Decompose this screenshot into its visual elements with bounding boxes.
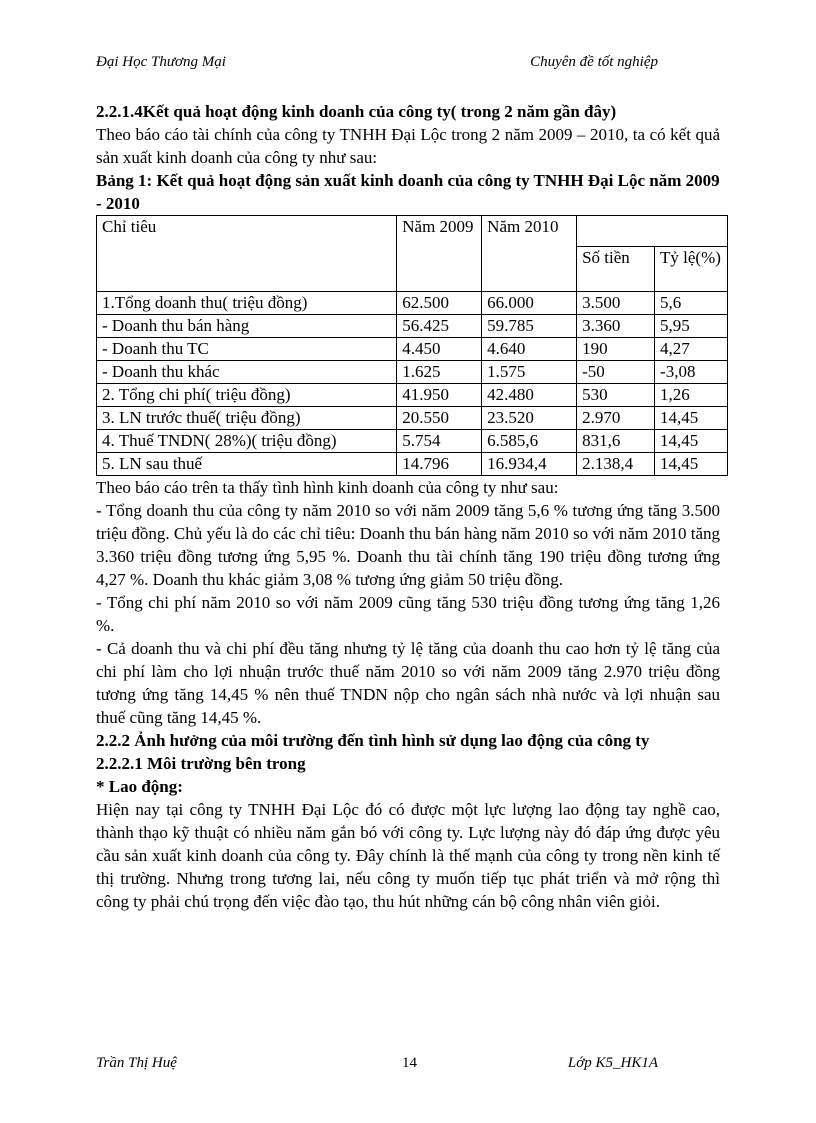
cell-ratio: 14,45 [655,430,728,453]
footer-page-number: 14 [402,1055,417,1071]
page-content [96,100,720,913]
table-row [97,453,728,476]
cell-indicator: 4. Thuế TNDN( 28%)( triệu đồng) [97,430,397,453]
header-2009: Năm 2009 [397,216,482,292]
cell-2010: 23.520 [482,407,577,430]
table-row [97,338,728,361]
cell-2010: 1.575 [482,361,577,384]
cell-2010: 16.934,4 [482,453,577,476]
analysis-paragraph-3: - Cả doanh thu và chi phí đều tăng nhưng tỷ lệ tăng của doanh thu cao hơn tỷ lệ tăng của chi phí làm cho lợi nhuận trước thuế năm 2010 so với năm 2009 tăng 2.970 triệu đồng tương ứng tăng 14,45 % nên thuế TNDN nộp cho ngân sách nhà nước và lợi nhuận sau thuế cũng tăng 14,45 %. [96,639,720,727]
table-row [97,315,728,338]
cell-amount: 2.138,4 [577,453,655,476]
cell-2010: 4.640 [482,338,577,361]
cell-2010: 66.000 [482,292,577,315]
cell-2009: 41.950 [397,384,482,407]
footer-author: Trần Thị Huệ [96,1055,177,1071]
table-title: Bảng 1: Kết quả hoạt động sản xuất kinh doanh của công ty TNHH Đại Lộc năm 2009 - 2010 [96,171,720,213]
table-row [97,407,728,430]
cell-ratio: 14,45 [655,407,728,430]
cell-2009: 5.754 [397,430,482,453]
cell-2010: 6.585,6 [482,430,577,453]
cell-indicator: 3. LN trước thuế( triệu đồng) [97,407,397,430]
cell-indicator: - Doanh thu bán hàng [97,315,397,338]
header-left: Đại Học Thương Mại [96,54,226,70]
cell-ratio: 14,45 [655,453,728,476]
results-table [96,215,728,476]
cell-amount: 2.970 [577,407,655,430]
table-row [97,430,728,453]
cell-2009: 1.625 [397,361,482,384]
cell-2010: 42.480 [482,384,577,407]
table-body [97,292,728,476]
cell-2009: 14.796 [397,453,482,476]
cell-amount: 3.360 [577,315,655,338]
header-right: Chuyên đề tốt nghiệp [530,54,658,70]
heading-2-2-2: 2.2.2 Ảnh hưởng của môi trường đến tình hình sử dụng lao động của công ty [96,731,650,750]
table-row [97,292,728,315]
cell-ratio: -3,08 [655,361,728,384]
header-2010: Năm 2010 [482,216,577,292]
cell-amount: 530 [577,384,655,407]
cell-ratio: 5,95 [655,315,728,338]
analysis-paragraph-2: - Tổng chi phí năm 2010 so với năm 2009 cũng tăng 530 triệu đồng tương ứng tăng 1,26 %. [96,593,720,635]
header-change-group [577,216,728,247]
cell-indicator: - Doanh thu TC [97,338,397,361]
header-amount: Số tiền [577,247,655,292]
cell-2009: 4.450 [397,338,482,361]
cell-2009: 20.550 [397,407,482,430]
table-row [97,384,728,407]
labor-paragraph: Hiện nay tại công ty TNHH Đại Lộc đó có được một lực lượng lao động tay nghề cao, thành thạo kỹ thuật có nhiều năm gắn bó với công ty. Lực lượng này đó đáp ứng được yêu cầu sản xuất kinh doanh của công ty. Đây chính là thế mạnh của công ty trong nền kinh tế thị trường. Nhưng trong tương lai, nếu công ty muốn tiếp tục phát triển và mở rộng thì công ty phải chú trọng đến việc đào tạo, thu hút những cán bộ công nhân viên giỏi. [96,800,720,911]
cell-2009: 56.425 [397,315,482,338]
cell-indicator: - Doanh thu khác [97,361,397,384]
cell-indicator: 1.Tổng doanh thu( triệu đồng) [97,292,397,315]
cell-ratio: 4,27 [655,338,728,361]
cell-2010: 59.785 [482,315,577,338]
footer-class: Lớp K5_HK1A [567,1055,658,1071]
cell-amount: -50 [577,361,655,384]
cell-ratio: 5,6 [655,292,728,315]
labor-heading: * Lao động: [96,777,183,796]
table-row [97,361,728,384]
header-indicator: Chỉ tiêu [97,216,397,292]
section-title: 2.2.1.4Kết quả hoạt động kinh doanh của công ty( trong 2 năm gần đây) [96,102,617,121]
cell-amount: 190 [577,338,655,361]
intro-paragraph: Theo báo cáo tài chính của công ty TNHH Đại Lộc trong 2 năm 2009 – 2010, ta có kết quả sản xuất kinh doanh của công ty như sau: [96,125,720,167]
analysis-intro: Theo báo cáo trên ta thấy tình hình kinh doanh của công ty như sau: [96,478,559,497]
cell-amount: 831,6 [577,430,655,453]
heading-2-2-2-1: 2.2.2.1 Môi trường bên trong [96,754,306,773]
header-ratio: Tỷ lệ(%) [655,247,728,292]
cell-amount: 3.500 [577,292,655,315]
cell-indicator: 5. LN sau thuế [97,453,397,476]
cell-ratio: 1,26 [655,384,728,407]
analysis-paragraph-1: - Tổng doanh thu của công ty năm 2010 so với năm 2009 tăng 5,6 % tương ứng tăng 3.500 triệu đồng. Chủ yếu là do các chỉ tiêu: Doanh thu bán hàng năm 2010 so với năm 2010 tăng 3.360 triệu đồng tương ứng 5,95 %. Doanh thu tài chính tăng 190 triệu đồng tương ứng 4,27 %. Doanh thu khác giảm 3,08 % tương ứng giảm 50 triệu đồng. [96,501,720,589]
cell-2009: 62.500 [397,292,482,315]
cell-indicator: 2. Tổng chi phí( triệu đồng) [97,384,397,407]
